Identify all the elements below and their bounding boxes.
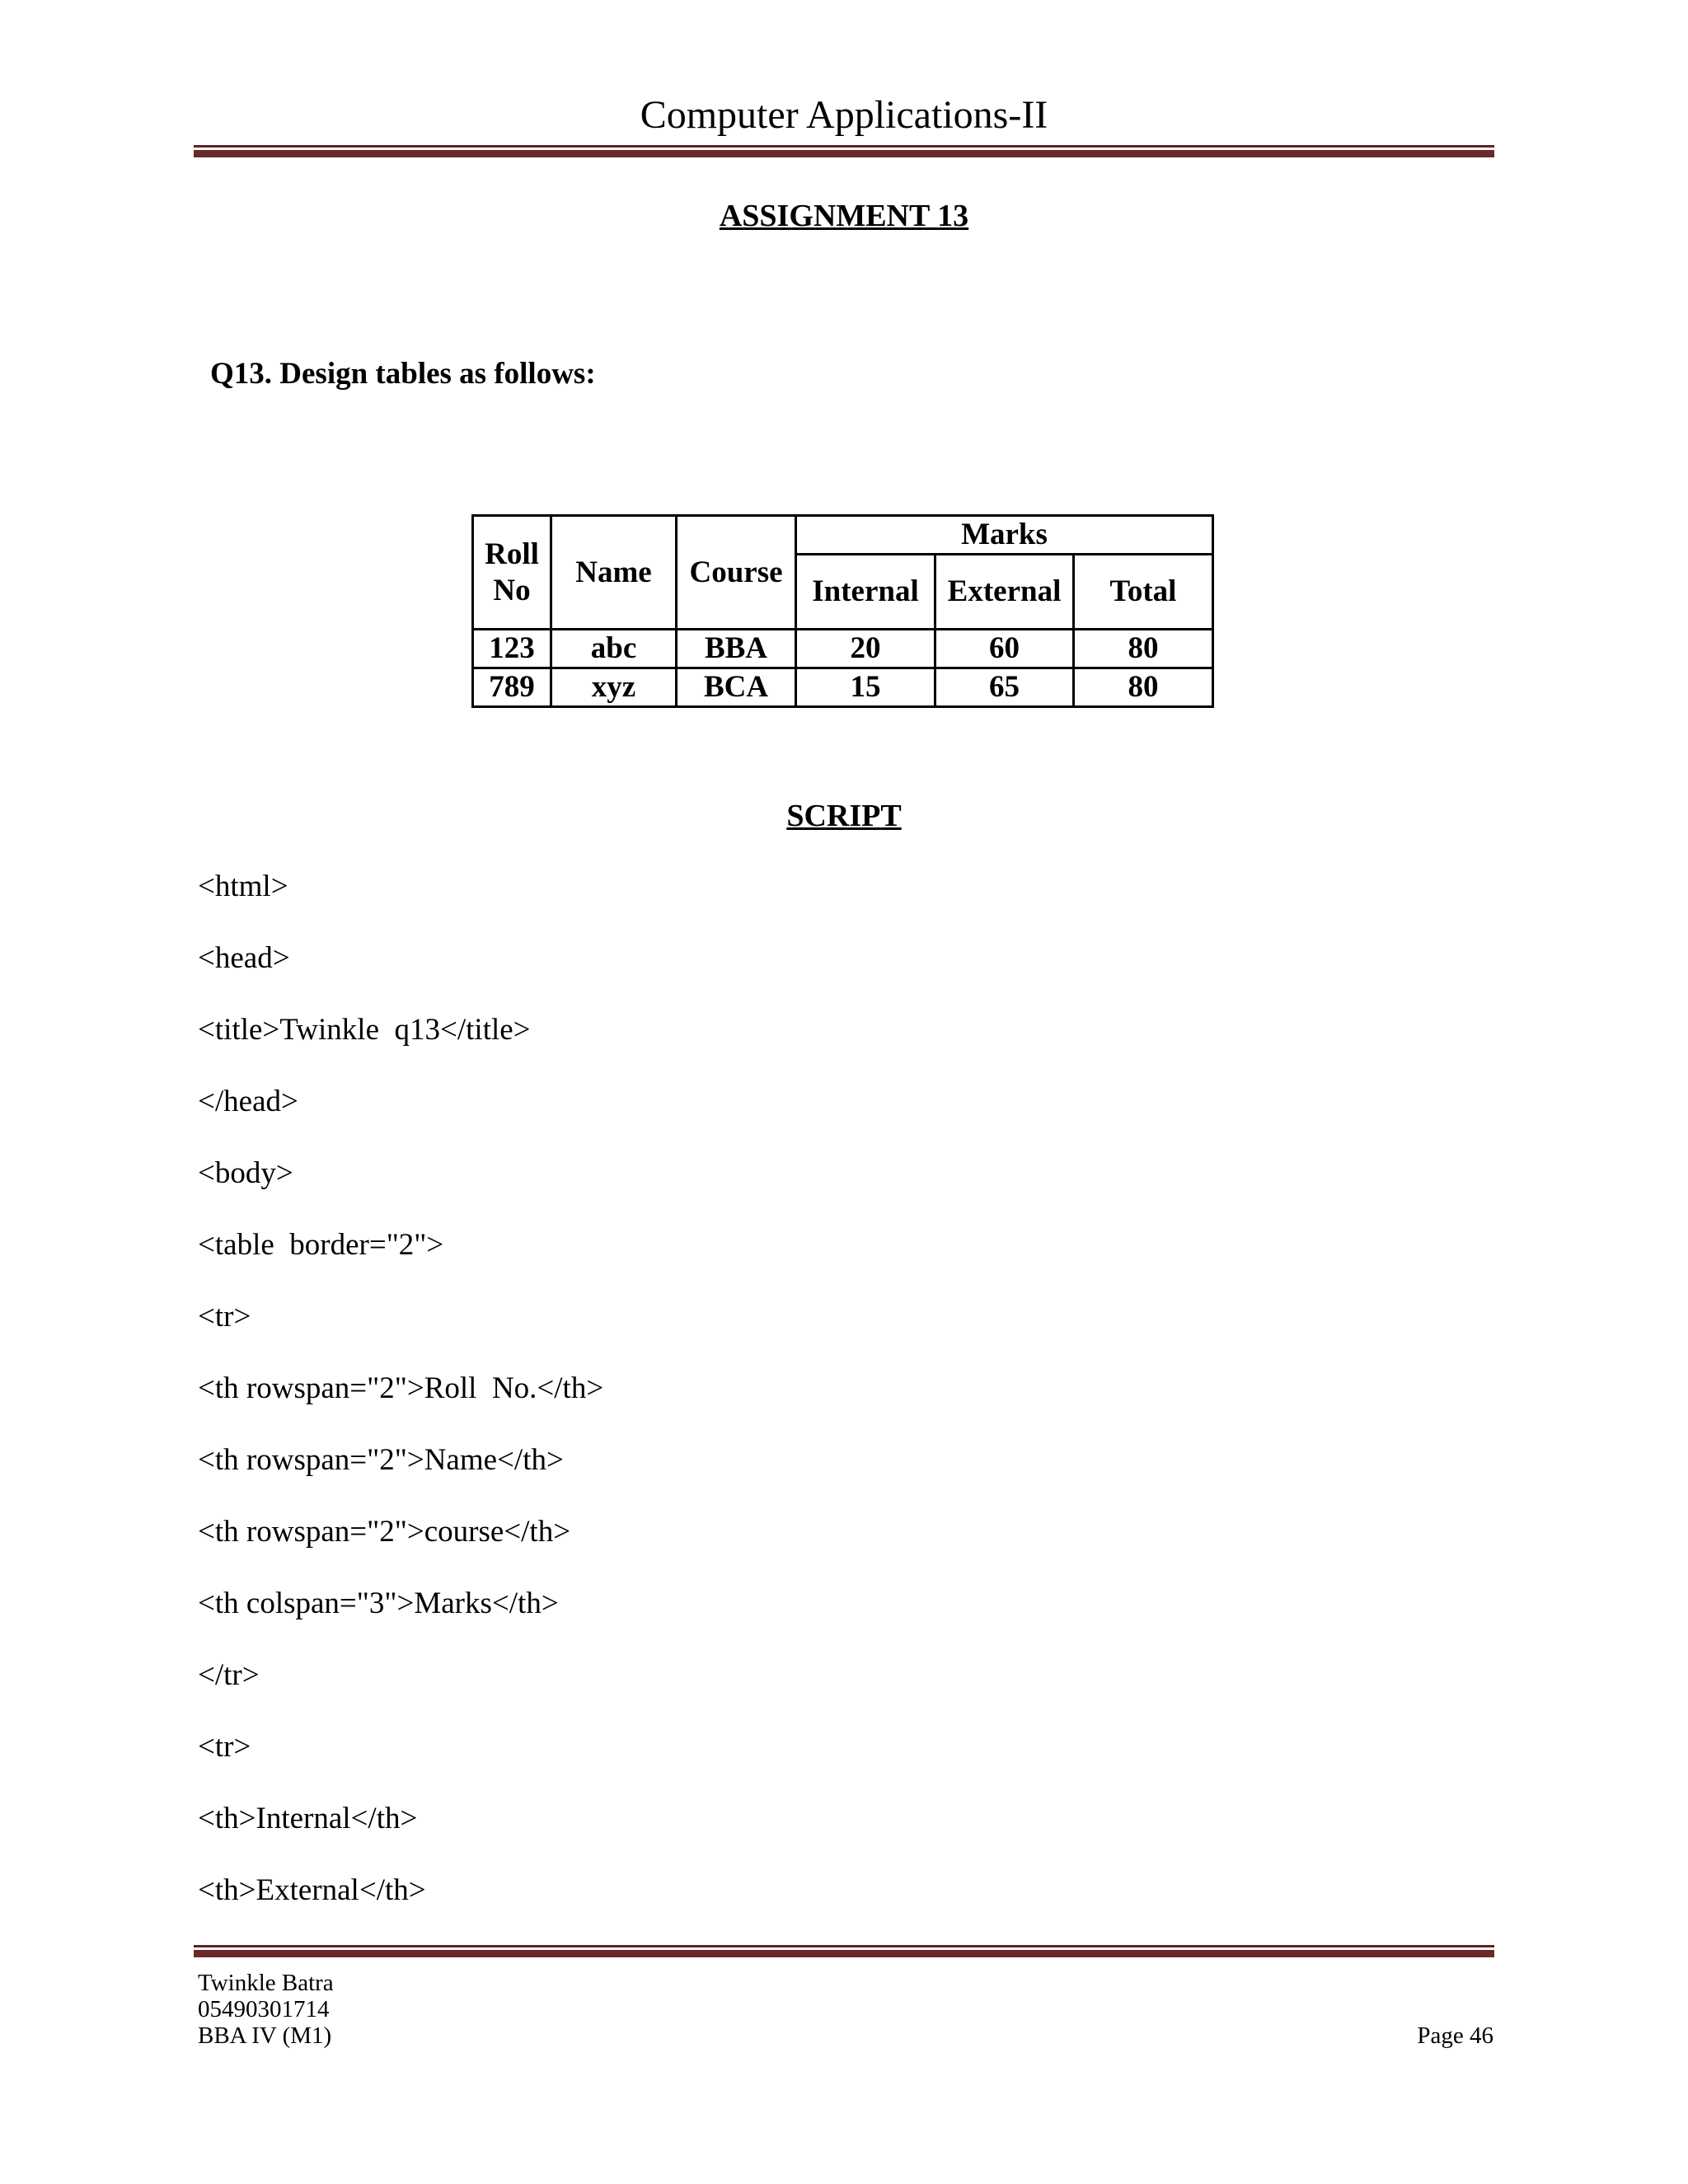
code-line: <th colspan="3">Marks</th> <box>198 1586 559 1620</box>
footer-roll-number: 05490301714 <box>198 1996 330 2022</box>
code-line: <th rowspan="2">Name</th> <box>198 1443 564 1477</box>
cell-course: BBA <box>677 630 796 668</box>
header-name: Name <box>551 516 677 630</box>
footer-divider <box>194 1945 1494 1957</box>
header-external: External <box>935 555 1074 630</box>
cell-total: 80 <box>1074 668 1213 707</box>
code-line: </head> <box>198 1085 298 1118</box>
code-line: <table border="2"> <box>198 1228 444 1262</box>
table-row <box>473 630 1213 668</box>
question-text: Q13. Design tables as follows: <box>210 357 596 391</box>
code-line: <th>External</th> <box>198 1873 426 1907</box>
code-line: <head> <box>198 941 290 975</box>
cell-roll: 123 <box>473 630 551 668</box>
cell-internal: 15 <box>796 668 935 707</box>
table-row <box>473 668 1213 707</box>
footer-info <box>198 1970 334 2049</box>
header-divider <box>194 145 1494 157</box>
code-line: <th>Internal</th> <box>198 1802 418 1835</box>
cell-internal: 20 <box>796 630 935 668</box>
footer-class: BBA IV (M1) <box>198 2022 332 2049</box>
cell-external: 60 <box>935 630 1074 668</box>
marks-table <box>471 514 1214 708</box>
code-line: </tr> <box>198 1658 260 1692</box>
cell-roll: 789 <box>473 668 551 707</box>
script-title: SCRIPT <box>786 799 902 833</box>
cell-name: xyz <box>551 668 677 707</box>
header-marks: Marks <box>796 516 1213 555</box>
code-line: <th rowspan="2">course</th> <box>198 1515 571 1549</box>
code-listing <box>198 864 603 1939</box>
cell-name: abc <box>551 630 677 668</box>
code-line: <html> <box>198 869 288 903</box>
cell-course: BCA <box>677 668 796 707</box>
header-internal: Internal <box>796 555 935 630</box>
header-total: Total <box>1074 555 1213 630</box>
header-course: Course <box>677 516 796 630</box>
code-line: <body> <box>198 1156 293 1190</box>
page-number: Page 46 <box>1417 2022 1493 2049</box>
header-roll-no: Roll No <box>473 516 551 630</box>
code-line: <tr> <box>198 1730 251 1764</box>
table-header-row <box>473 516 1213 555</box>
code-line: <th rowspan="2">Roll No.</th> <box>198 1371 604 1405</box>
code-line: <title>Twinkle q13</title> <box>198 1013 531 1047</box>
footer-author: Twinkle Batra <box>198 1970 334 1996</box>
cell-total: 80 <box>1074 630 1213 668</box>
assignment-title: ASSIGNMENT 13 <box>719 199 969 233</box>
code-line: <tr> <box>198 1300 251 1333</box>
cell-external: 65 <box>935 668 1074 707</box>
document-header-title: Computer Applications-II <box>640 93 1048 137</box>
